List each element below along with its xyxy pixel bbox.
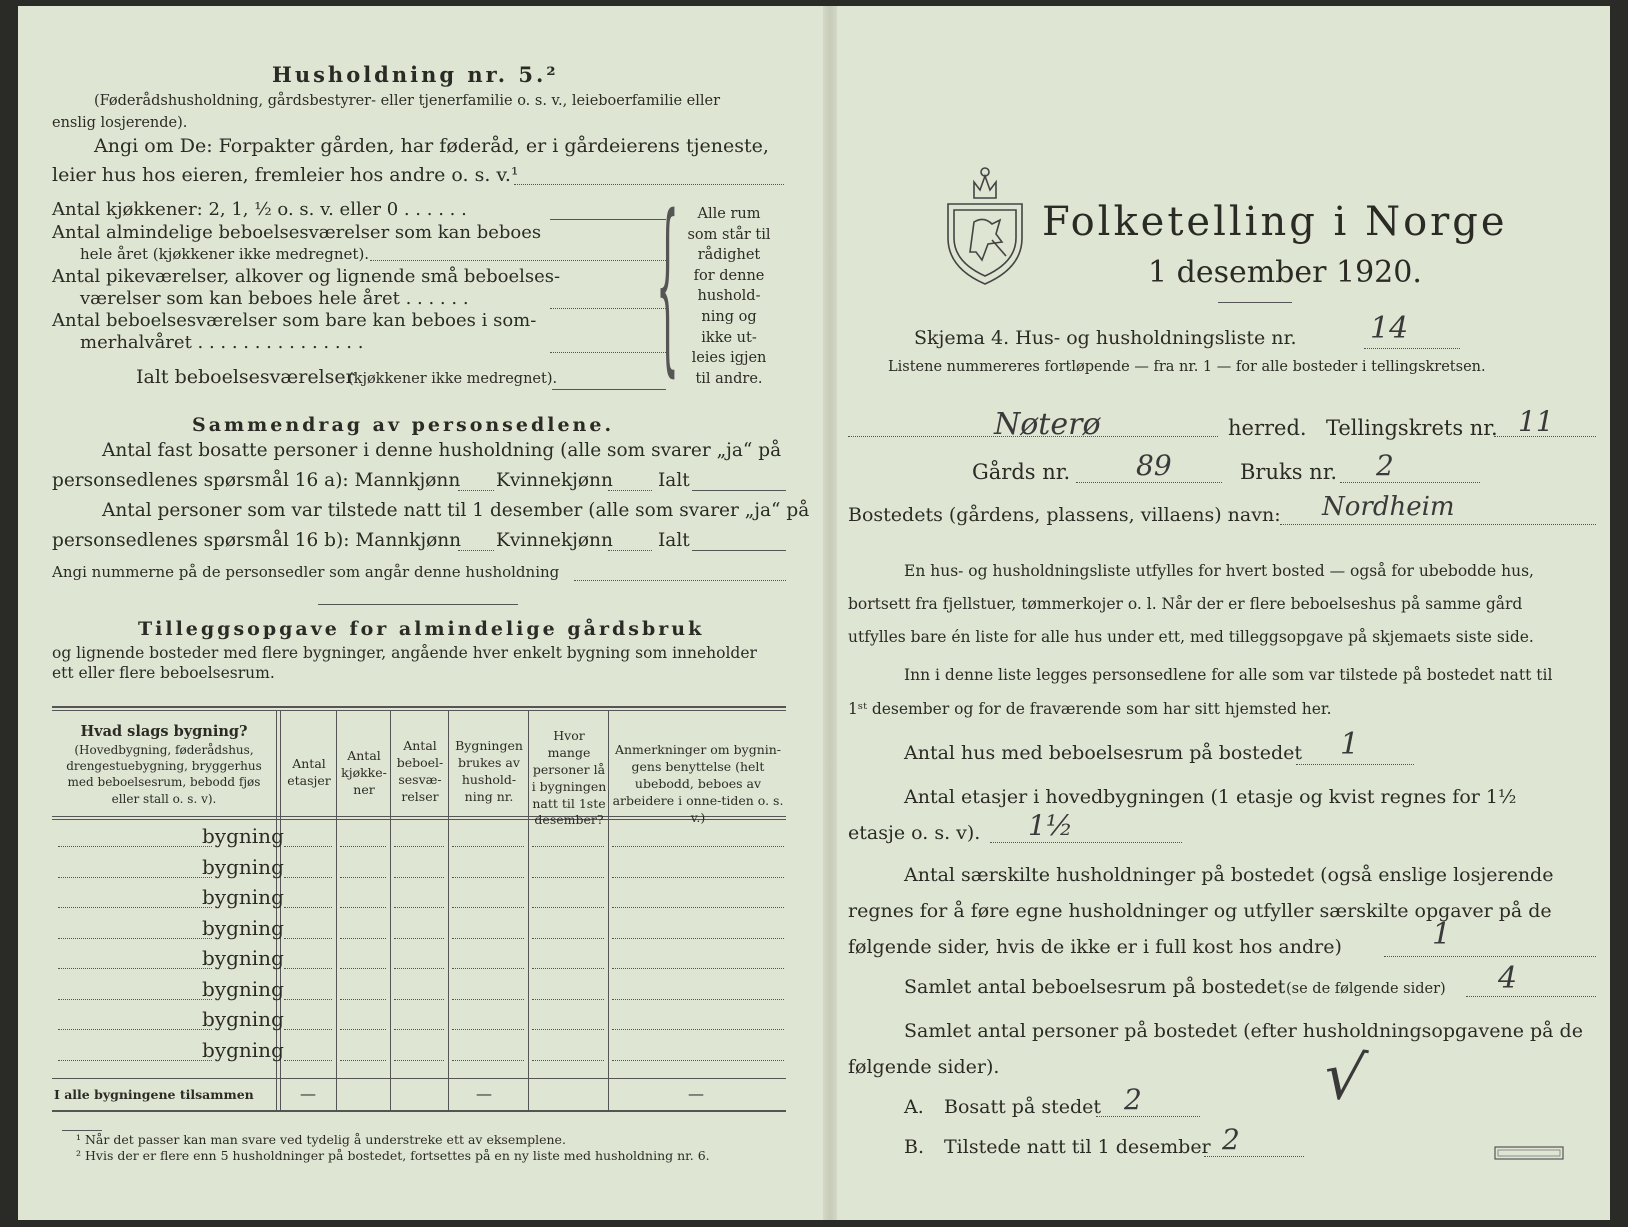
building-row-fill xyxy=(532,938,604,939)
col6-head: Hvor mange personer lå i bygningen natt til 1ste desember? xyxy=(531,728,607,828)
tillegg-line-2: ett eller flere beboelsesrum. xyxy=(52,664,275,682)
hus-label: Antal hus med beboelsesrum på bostedet xyxy=(904,742,1303,764)
sers-line-3: følgende sider, hvis de ikke er i full kost hos andre) xyxy=(848,936,1342,958)
fast-ialt-label: Ialt xyxy=(658,470,690,491)
building-row-fill xyxy=(284,938,332,939)
skjema-value: 14 xyxy=(1370,311,1409,346)
tilstede-ialt-label: Ialt xyxy=(658,530,690,551)
total-row-label: I alle bygningene tilsammen xyxy=(54,1087,254,1102)
building-row-label: bygning xyxy=(202,946,284,970)
a-label: A. xyxy=(904,1096,924,1118)
gards-label: Gårds nr. xyxy=(972,460,1071,484)
alle-rum-line: Alle rum xyxy=(697,206,761,222)
ialt-rooms-label: Ialt beboelsesværelser xyxy=(136,366,355,388)
col-sep-4 xyxy=(448,711,449,1111)
building-row-fill xyxy=(284,999,332,1000)
pike-line-1: Antal pikeværelser, alkover og lignende små beboelses- xyxy=(52,266,561,287)
sers-fill xyxy=(1384,956,1596,957)
building-row-fill xyxy=(452,999,524,1000)
building-row-fill xyxy=(394,846,444,847)
alle-rum-line: rådighet xyxy=(697,247,761,264)
total-husholdning-dash: — xyxy=(476,1084,492,1103)
alle-rum-line: som står til xyxy=(687,226,771,243)
footnote-1: ¹ Når det passer kan man svare ved tydelig å understreke ett av eksemplene. xyxy=(76,1132,566,1147)
tilstede-line-2: personsedlenes spørsmål 16 b): Mannkjønn xyxy=(52,530,462,551)
col1-head: Hvad slags bygning? xyxy=(80,723,248,740)
building-row-fill xyxy=(284,846,332,847)
building-row-fill xyxy=(394,1060,444,1061)
alm-fill xyxy=(370,260,666,261)
norway-coat-of-arms-icon xyxy=(944,160,1026,286)
col-sep-6 xyxy=(608,711,609,1111)
b-fill xyxy=(1204,1156,1304,1157)
alle-rum-line: hushold- xyxy=(697,288,761,305)
hus-fill xyxy=(1296,764,1414,765)
building-row-fill xyxy=(452,1060,524,1061)
building-row-label: bygning xyxy=(202,1007,284,1031)
samlet-pers-line-2: følgende sider). xyxy=(848,1056,1000,1078)
form-date: 1 desember 1920. xyxy=(1148,255,1422,290)
samlet-pers-line-1: Samlet antal personer på bostedet (efter husholdningsopgavene på de xyxy=(904,1020,1583,1042)
col7-head: Anmerkninger om bygnin-gens benyttelse (helt ubebodd, beboes av arbeidere i onne-tiden o. s. v.) xyxy=(612,742,784,825)
table-top-rule xyxy=(52,706,786,708)
building-row-fill xyxy=(394,907,444,908)
a-fill xyxy=(1096,1116,1200,1117)
building-row-fill xyxy=(612,1060,784,1061)
b-text: Tilstede natt til 1 desember xyxy=(944,1136,1211,1158)
tilstede-kvinne-label: Kvinnekjønn xyxy=(496,530,613,551)
somm-line-1: Antal beboelsesværelser som bare kan beboes i som- xyxy=(52,310,537,331)
para1-line-3: utfylles bare én liste for alle hus under ett, med tilleggsopgave på skjemaets siste side. xyxy=(848,628,1534,646)
ialt-rooms-note: (kjøkkener ikke medregnet). xyxy=(348,371,558,387)
building-row-fill xyxy=(284,1029,332,1030)
samlet-rum-note: (se de følgende sider) xyxy=(1286,981,1446,997)
building-row-label: bygning xyxy=(202,915,284,940)
building-row-fill xyxy=(58,907,212,908)
form-title: Folketelling i Norge xyxy=(1042,199,1508,245)
col4-head: Antal beboel-sesvæ-relser xyxy=(396,738,444,804)
ialt-rooms-fill xyxy=(552,389,666,390)
building-row-fill xyxy=(340,938,386,939)
alle-rum-line: ning og xyxy=(701,308,757,325)
building-row-fill xyxy=(394,1029,444,1030)
alle-rum-line: for denne xyxy=(693,267,765,284)
samlet-rum-value: 4 xyxy=(1498,961,1518,996)
fast-kvinne-label: Kvinnekjønn xyxy=(496,470,613,491)
total-anmerkninger-dash: — xyxy=(688,1084,704,1103)
alle-rum-line: leies igjen xyxy=(691,350,767,367)
building-row-fill xyxy=(452,938,524,939)
building-row-fill xyxy=(394,968,444,969)
alm-line-2: hele året (kjøkkener ikke medregnet). xyxy=(80,245,370,263)
bruks-value: 2 xyxy=(1376,449,1394,482)
building-row-fill xyxy=(612,999,784,1000)
tilstede-line-1: Antal personer som var tilstede natt til 1 desember (alle som svarer „ja“ på xyxy=(102,500,810,521)
samlet-rum-fill xyxy=(1466,996,1596,997)
tellingskrets-value: 11 xyxy=(1518,405,1554,438)
building-row-label: bygning xyxy=(202,885,284,909)
sers-line-2: regnes for å føre egne husholdninger og utfyller særskilte opgaver på de xyxy=(848,900,1552,922)
building-row-fill xyxy=(340,999,386,1000)
building-row-fill xyxy=(532,846,604,847)
bosted-label: Bostedets (gårdens, plassens, villaens) navn: xyxy=(848,504,1281,526)
building-row-fill xyxy=(452,907,524,908)
b-value: 2 xyxy=(1222,1123,1240,1156)
building-row-fill xyxy=(58,877,212,878)
angi-line-1: Angi om De: Forpakter gården, har føderåd, er i gårdeierens tjeneste, xyxy=(94,135,769,157)
etasjer-line-2: etasje o. s. v). xyxy=(848,822,981,844)
b-label: B. xyxy=(904,1136,925,1158)
footnote-rule xyxy=(62,1130,102,1131)
col5-head: Bygningen brukes av hushold-ning nr. xyxy=(455,738,523,804)
building-row-fill xyxy=(58,938,212,939)
listene-note: Listene nummereres fortløpende — fra nr. 1 — for alle bosteder i tellingskretsen. xyxy=(888,359,1486,375)
building-row-fill xyxy=(612,1029,784,1030)
building-row-fill xyxy=(340,907,386,908)
hus-value: 1 xyxy=(1340,727,1360,762)
fast-ialt-fill xyxy=(692,490,786,491)
pike-fill xyxy=(550,308,666,309)
fast-mann-fill xyxy=(458,490,494,491)
table-bottom-rule xyxy=(52,1110,786,1112)
col2-head: Antal etasjer xyxy=(287,756,331,788)
angi-fill-line xyxy=(514,184,784,185)
building-row-fill xyxy=(612,877,784,878)
bosted-value: Nordheim xyxy=(1322,492,1455,522)
building-row-fill xyxy=(532,877,604,878)
building-row-fill xyxy=(394,877,444,878)
somm-line-2: merhalvåret . . . . . . . . . . . . . . . xyxy=(80,332,364,353)
building-row-fill xyxy=(612,846,784,847)
para1-line-1: En hus- og husholdningsliste utfylles for hvert bosted — også for ubebodde hus, xyxy=(904,562,1534,580)
bruks-fill xyxy=(1340,482,1480,483)
bosted-fill xyxy=(1280,524,1596,525)
building-row-fill xyxy=(452,968,524,969)
fast-kvinne-fill xyxy=(608,490,652,491)
alle-rum-note xyxy=(674,204,784,389)
building-row-label: bygning xyxy=(202,854,284,879)
a-text: Bosatt på stedet xyxy=(944,1096,1101,1118)
household-note-2: enslig losjerende). xyxy=(52,115,188,131)
para2-line-1: Inn i denne liste legges personsedlene for alle som var tilstede på bostedet natt til xyxy=(904,666,1553,684)
date-divider xyxy=(1218,302,1292,303)
printer-stamp-icon xyxy=(1494,1146,1564,1160)
gards-fill xyxy=(1076,482,1222,483)
alle-rum-line: til andre. xyxy=(695,370,763,387)
alm-line-1: Antal almindelige beboelsesværelser som kan beboes xyxy=(52,222,542,243)
col-sep-3 xyxy=(390,711,391,1111)
angi-line-2: leier hus hos eieren, fremleier hos andre o. s. v.¹ xyxy=(52,164,519,186)
tilstede-kvinne-fill xyxy=(608,550,652,551)
building-row-fill xyxy=(284,968,332,969)
herred-fill xyxy=(848,436,1218,437)
check-mark: √ xyxy=(1319,1038,1370,1118)
alle-rum-line: ikke ut- xyxy=(701,329,757,346)
nummerne-label: Angi nummerne på de personsedler som angår denne husholdning xyxy=(52,563,560,581)
samlet-rum-label: Samlet antal beboelsesrum på bostedet xyxy=(904,976,1286,998)
building-row-fill xyxy=(58,999,212,1000)
etasjer-fill xyxy=(990,842,1182,843)
building-row-fill xyxy=(532,999,604,1000)
col-sep-2 xyxy=(336,711,337,1111)
building-row-fill xyxy=(58,1029,212,1030)
section-divider xyxy=(318,604,518,605)
building-row-fill xyxy=(532,968,604,969)
building-row-fill xyxy=(58,1060,212,1061)
building-row-fill xyxy=(284,877,332,878)
fast-line-2: personsedlenes spørsmål 16 a): Mannkjønn xyxy=(52,470,461,491)
tillegg-line-1: og lignende bosteder med flere bygninger, angående hver enkelt bygning som inneholder xyxy=(52,644,757,662)
col-sep-5 xyxy=(528,711,529,1111)
building-row-fill xyxy=(340,968,386,969)
gards-value: 89 xyxy=(1136,449,1172,482)
a-value: 2 xyxy=(1124,1083,1142,1116)
herred-label: herred. xyxy=(1228,416,1307,440)
sammendrag-title: Sammendrag av personsedlene. xyxy=(192,414,615,436)
kjokkener-label: Antal kjøkkener: 2, 1, ½ o. s. v. eller 0 . . . . . . xyxy=(52,199,467,220)
building-row-fill xyxy=(532,1029,604,1030)
building-row-fill xyxy=(58,968,212,969)
building-row-fill xyxy=(612,968,784,969)
tellingskrets-label: Tellingskrets nr. xyxy=(1326,416,1498,440)
building-row-fill xyxy=(284,1060,332,1061)
building-row-fill xyxy=(340,1060,386,1061)
bruks-label: Bruks nr. xyxy=(1240,460,1338,484)
table-top-rule-2 xyxy=(52,710,786,711)
table-total-rule xyxy=(52,1078,786,1079)
total-etasjer-dash: — xyxy=(300,1084,316,1103)
building-row-fill xyxy=(452,877,524,878)
col3-head: Antal kjøkke-ner xyxy=(341,748,387,797)
somm-fill xyxy=(550,352,666,353)
etasjer-line-1: Antal etasjer i hovedbygningen (1 etasje og kvist regnes for 1½ xyxy=(904,786,1517,808)
building-row-fill xyxy=(452,1029,524,1030)
brace-icon: { xyxy=(656,182,679,396)
building-row-label: bygning xyxy=(202,824,284,848)
household-title: Husholdning nr. 5.² xyxy=(272,62,559,87)
building-row-fill xyxy=(612,907,784,908)
sers-value: 1 xyxy=(1432,917,1452,952)
sers-line-1: Antal særskilte husholdninger på bostedet (også enslige losjerende xyxy=(904,864,1554,886)
building-row-fill xyxy=(340,877,386,878)
tillegg-title: Tilleggsopgave for almindelige gårdsbruk xyxy=(138,618,705,640)
building-row-fill xyxy=(394,999,444,1000)
tellingskrets-fill xyxy=(1494,436,1596,437)
census-form-sheet xyxy=(18,6,1610,1220)
fast-line-1: Antal fast bosatte personer i denne husholdning (alle som svarer „ja“ på xyxy=(102,440,782,461)
para2-line-2: 1ˢᵗ desember og for de fraværende som har sitt hjemsted her. xyxy=(848,700,1332,718)
building-row-fill xyxy=(532,907,604,908)
building-row-fill xyxy=(284,907,332,908)
footnote-2: ² Hvis der er flere enn 5 husholdninger på bostedet, fortsettes på en ny liste med husholdning nr. 6. xyxy=(76,1148,710,1163)
building-row-fill xyxy=(340,846,386,847)
para1-line-2: bortsett fra fjellstuer, tømmerkojer o. l. Når der er flere beboelseshus på samme gård xyxy=(848,595,1523,613)
household-note-1: (Føderådshusholdning, gårdsbestyrer- eller tjenerfamilie o. s. v., leieboerfamilie eller xyxy=(94,93,721,109)
building-row-fill xyxy=(340,1029,386,1030)
building-row-label: bygning xyxy=(202,976,284,1001)
building-row-fill xyxy=(452,846,524,847)
building-row-fill xyxy=(532,1060,604,1061)
tilstede-mann-fill xyxy=(458,550,494,551)
etasjer-value: 1½ xyxy=(1028,809,1073,842)
nummerne-fill xyxy=(574,580,786,581)
col1-sub: (Hovedbygning, føderådshus, drengestuebygning, bryggerhus med beboelsesrum, bebodd fjøs eller stall o. s. v). xyxy=(66,743,262,806)
building-row-fill xyxy=(394,938,444,939)
herred-value: Nøterø xyxy=(994,407,1101,442)
page-fold xyxy=(823,6,837,1220)
building-row-fill xyxy=(58,846,212,847)
building-row-label: bygning xyxy=(202,1037,284,1062)
kjokkener-fill xyxy=(550,219,666,220)
building-row-fill xyxy=(612,938,784,939)
pike-line-2: værelser som kan beboes hele året . . . . . . xyxy=(80,288,469,309)
tilstede-ialt-fill xyxy=(692,550,786,551)
skjema-label: Skjema 4. Hus- og husholdningsliste nr. xyxy=(914,327,1297,349)
skjema-fill xyxy=(1364,348,1460,349)
